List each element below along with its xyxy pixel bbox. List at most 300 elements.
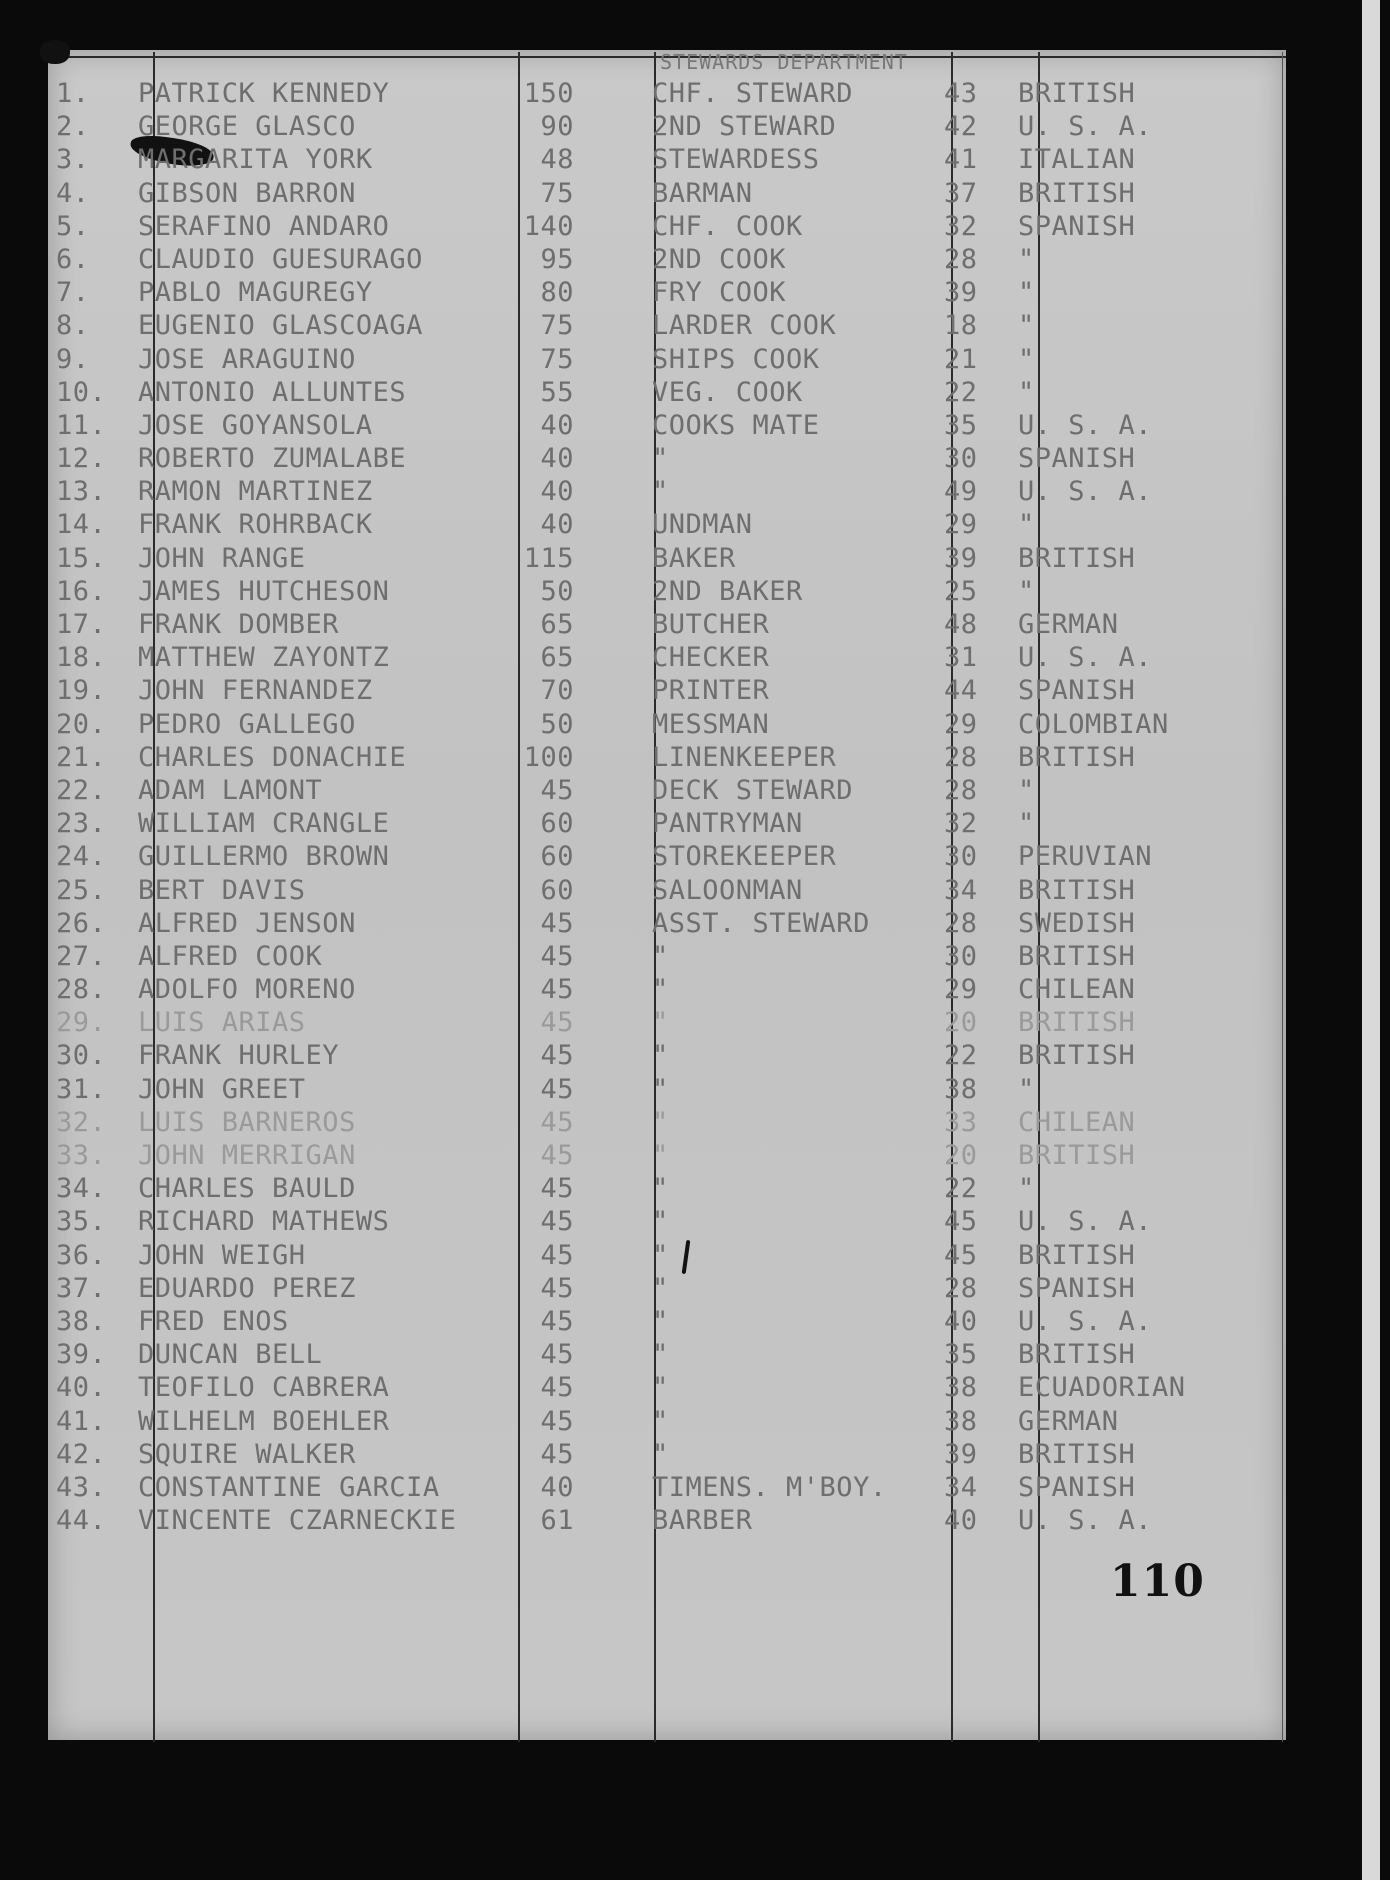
- table-row: [0, 1006, 1390, 1039]
- table-row: [0, 575, 1390, 608]
- row-number: 13.: [56, 476, 107, 508]
- crew-name: JOHN GREET: [138, 1073, 306, 1105]
- table-row: [0, 1239, 1390, 1272]
- page-number: 110: [1110, 1556, 1205, 1607]
- crew-wage: 40: [540, 409, 574, 441]
- row-number: 15.: [56, 542, 107, 574]
- crew-rating: ": [652, 1007, 669, 1039]
- crew-age: 34: [944, 1471, 978, 1503]
- crew-wage: 45: [540, 1073, 574, 1105]
- crew-wage: 48: [540, 144, 574, 176]
- crew-rating: ": [652, 1272, 669, 1304]
- crew-age: 28: [944, 907, 978, 939]
- crew-rating: ": [652, 974, 669, 1006]
- row-number: 24.: [56, 841, 107, 873]
- crew-rating: ": [652, 1073, 669, 1105]
- crew-name: MARGARITA YORK: [138, 144, 373, 176]
- crew-nationality: COLOMBIAN: [1018, 708, 1169, 740]
- crew-age: 41: [944, 144, 978, 176]
- crew-age: 49: [944, 476, 978, 508]
- crew-wage: 45: [540, 1405, 574, 1437]
- crew-wage: 95: [540, 243, 574, 275]
- crew-nationality: ITALIAN: [1018, 144, 1136, 176]
- crew-rating: CHF. COOK: [652, 210, 803, 242]
- table-row: [0, 840, 1390, 873]
- crew-age: 25: [944, 575, 978, 607]
- table-row: [0, 1338, 1390, 1371]
- table-row: [0, 674, 1390, 707]
- crew-nationality: U. S. A.: [1018, 1206, 1153, 1238]
- crew-nationality: ": [1018, 575, 1035, 607]
- crew-nationality: ": [1018, 808, 1035, 840]
- crew-age: 39: [944, 542, 978, 574]
- table-row: [0, 276, 1390, 309]
- crew-rating: ": [652, 1405, 669, 1437]
- row-number: 18.: [56, 642, 107, 674]
- crew-name: JOHN FERNANDEZ: [138, 675, 373, 707]
- table-row: [0, 1039, 1390, 1072]
- crew-nationality: BRITISH: [1018, 542, 1136, 574]
- crew-name: ALFRED JENSON: [138, 907, 356, 939]
- crew-name: SQUIRE WALKER: [138, 1438, 356, 1470]
- crew-age: 21: [944, 343, 978, 375]
- department-header: STEWARDS DEPARTMENT: [660, 50, 908, 72]
- crew-rating: ": [652, 1206, 669, 1238]
- row-number: 2.: [56, 111, 90, 143]
- row-number: 7.: [56, 277, 90, 309]
- crew-age: 29: [944, 974, 978, 1006]
- crew-nationality: PERUVIAN: [1018, 841, 1153, 873]
- crew-age: 38: [944, 1405, 978, 1437]
- table-row: [0, 110, 1390, 143]
- crew-age: 34: [944, 874, 978, 906]
- crew-rating: CHF. STEWARD: [652, 78, 854, 109]
- table-row: [0, 1371, 1390, 1404]
- crew-nationality: SPANISH: [1018, 443, 1136, 475]
- table-row: [0, 1073, 1390, 1106]
- crew-nationality: BRITISH: [1018, 177, 1136, 209]
- crew-rating: LARDER COOK: [652, 310, 837, 342]
- table-row: [0, 143, 1390, 176]
- crew-wage: 45: [540, 1173, 574, 1205]
- ink-blot-corner: [40, 40, 70, 64]
- crew-nationality: BRITISH: [1018, 741, 1136, 773]
- crew-name: JOSE GOYANSOLA: [138, 409, 373, 441]
- crew-rating: STOREKEEPER: [652, 841, 837, 873]
- table-row: [0, 1471, 1390, 1504]
- crew-rating: ": [652, 1040, 669, 1072]
- crew-name: JOHN MERRIGAN: [138, 1140, 356, 1171]
- crew-rating: 2ND BAKER: [652, 575, 803, 607]
- table-row: [0, 641, 1390, 674]
- crew-age: 29: [944, 509, 978, 541]
- crew-rating: ": [652, 940, 669, 972]
- crew-nationality: BRITISH: [1018, 1339, 1136, 1371]
- crew-name: FRANK DOMBER: [138, 609, 340, 640]
- crew-wage: 40: [540, 476, 574, 508]
- crew-wage: 61: [540, 1505, 574, 1537]
- crew-wage: 80: [540, 277, 574, 309]
- crew-wage: 45: [540, 1305, 574, 1337]
- crew-wage: 45: [540, 1140, 574, 1171]
- crew-wage: 50: [540, 708, 574, 740]
- crew-rating: ": [652, 1372, 669, 1404]
- crew-name: RAMON MARTINEZ: [138, 476, 373, 508]
- crew-nationality: U. S. A.: [1018, 111, 1153, 143]
- row-number: 35.: [56, 1206, 107, 1238]
- row-number: 29.: [56, 1007, 107, 1039]
- crew-age: 22: [944, 376, 978, 408]
- crew-wage: 45: [540, 1206, 574, 1238]
- crew-rating: ": [652, 1305, 669, 1337]
- table-row: [0, 1272, 1390, 1305]
- crew-rating: SALOONMAN: [652, 874, 803, 906]
- crew-name: RICHARD MATHEWS: [138, 1206, 390, 1238]
- crew-nationality: ": [1018, 310, 1035, 342]
- row-number: 42.: [56, 1438, 107, 1470]
- table-row: [0, 940, 1390, 973]
- crew-age: 31: [944, 642, 978, 674]
- row-number: 16.: [56, 575, 107, 607]
- crew-nationality: BRITISH: [1018, 1007, 1136, 1039]
- crew-name: MATTHEW ZAYONTZ: [138, 642, 390, 674]
- table-row: [0, 874, 1390, 907]
- crew-wage: 60: [540, 874, 574, 906]
- crew-wage: 100: [523, 741, 574, 773]
- crew-age: 28: [944, 774, 978, 806]
- table-row: [0, 475, 1390, 508]
- crew-nationality: U. S. A.: [1018, 1505, 1153, 1537]
- crew-name: FRANK HURLEY: [138, 1040, 340, 1072]
- crew-rating: CHECKER: [652, 642, 770, 674]
- crew-rating: ": [652, 443, 669, 475]
- row-number: 6.: [56, 243, 90, 275]
- table-row: [0, 177, 1390, 210]
- crew-wage: 70: [540, 675, 574, 707]
- row-number: 41.: [56, 1405, 107, 1437]
- crew-age: 22: [944, 1040, 978, 1072]
- crew-age: 32: [944, 210, 978, 242]
- crew-wage: 45: [540, 1372, 574, 1404]
- crew-wage: 45: [540, 940, 574, 972]
- crew-name: EDUARDO PEREZ: [138, 1272, 356, 1304]
- row-number: 21.: [56, 741, 107, 773]
- crew-age: 38: [944, 1073, 978, 1105]
- row-number: 3.: [56, 144, 90, 176]
- crew-name: PATRICK KENNEDY: [138, 78, 390, 109]
- crew-rating: ": [652, 476, 669, 508]
- crew-age: 29: [944, 708, 978, 740]
- crew-age: 20: [944, 1007, 978, 1039]
- crew-wage: 65: [540, 609, 574, 640]
- crew-name: ADAM LAMONT: [138, 774, 323, 806]
- crew-age: 45: [944, 1239, 978, 1271]
- table-row: [0, 1305, 1390, 1338]
- row-number: 33.: [56, 1140, 107, 1171]
- row-number: 32.: [56, 1106, 107, 1138]
- crew-name: CHARLES BAULD: [138, 1173, 356, 1205]
- crew-age: 44: [944, 675, 978, 707]
- crew-name: ALFRED COOK: [138, 940, 323, 972]
- table-row: [0, 309, 1390, 342]
- crew-nationality: GERMAN: [1018, 1405, 1119, 1437]
- crew-nationality: GERMAN: [1018, 609, 1119, 640]
- crew-age: 38: [944, 1372, 978, 1404]
- crew-wage: 60: [540, 841, 574, 873]
- table-row: [0, 210, 1390, 243]
- crew-name: TEOFILO CABRERA: [138, 1372, 390, 1404]
- table-row: [0, 1172, 1390, 1205]
- row-number: 31.: [56, 1073, 107, 1105]
- row-number: 22.: [56, 774, 107, 806]
- crew-wage: 150: [523, 78, 574, 109]
- crew-wage: 45: [540, 974, 574, 1006]
- crew-nationality: ": [1018, 277, 1035, 309]
- crew-age: 39: [944, 277, 978, 309]
- crew-rating: BUTCHER: [652, 609, 770, 640]
- crew-nationality: BRITISH: [1018, 78, 1136, 109]
- table-row: [0, 508, 1390, 541]
- crew-nationality: CHILEAN: [1018, 974, 1136, 1006]
- crew-wage: 45: [540, 1339, 574, 1371]
- crew-wage: 45: [540, 907, 574, 939]
- row-number: 1.: [56, 78, 90, 109]
- row-number: 26.: [56, 907, 107, 939]
- crew-rating: FRY COOK: [652, 277, 787, 309]
- crew-wage: 45: [540, 774, 574, 806]
- crew-nationality: SWEDISH: [1018, 907, 1136, 939]
- table-row: [0, 1405, 1390, 1438]
- row-number: 39.: [56, 1339, 107, 1371]
- row-number: 30.: [56, 1040, 107, 1072]
- crew-age: 22: [944, 1173, 978, 1205]
- crew-nationality: BRITISH: [1018, 940, 1136, 972]
- crew-nationality: U. S. A.: [1018, 409, 1153, 441]
- crew-name: CHARLES DONACHIE: [138, 741, 407, 773]
- table-row: [0, 741, 1390, 774]
- crew-wage: 90: [540, 111, 574, 143]
- crew-rating: PANTRYMAN: [652, 808, 803, 840]
- crew-name: LUIS BARNEROS: [138, 1106, 356, 1138]
- table-row: [0, 1438, 1390, 1471]
- crew-nationality: BRITISH: [1018, 1040, 1136, 1072]
- crew-nationality: ": [1018, 343, 1035, 375]
- crew-nationality: SPANISH: [1018, 210, 1136, 242]
- crew-name: ADOLFO MORENO: [138, 974, 356, 1006]
- crew-age: 28: [944, 243, 978, 275]
- crew-nationality: SPANISH: [1018, 675, 1136, 707]
- crew-wage: 65: [540, 642, 574, 674]
- crew-wage: 40: [540, 443, 574, 475]
- crew-nationality: ": [1018, 509, 1035, 541]
- row-number: 4.: [56, 177, 90, 209]
- crew-rating: ": [652, 1173, 669, 1205]
- crew-name: PEDRO GALLEGO: [138, 708, 356, 740]
- crew-nationality: BRITISH: [1018, 1140, 1136, 1171]
- crew-wage: 45: [540, 1040, 574, 1072]
- crew-nationality: ": [1018, 243, 1035, 275]
- crew-age: 35: [944, 1339, 978, 1371]
- table-row: [0, 774, 1390, 807]
- table-row: [0, 807, 1390, 840]
- crew-nationality: U. S. A.: [1018, 476, 1153, 508]
- table-row: [0, 1139, 1390, 1172]
- crew-nationality: SPANISH: [1018, 1272, 1136, 1304]
- crew-nationality: BRITISH: [1018, 874, 1136, 906]
- crew-rating: STEWARDESS: [652, 144, 820, 176]
- row-number: 38.: [56, 1305, 107, 1337]
- crew-rating: DECK STEWARD: [652, 774, 854, 806]
- crew-nationality: SPANISH: [1018, 1471, 1136, 1503]
- crew-nationality: ECUADORIAN: [1018, 1372, 1186, 1404]
- crew-wage: 50: [540, 575, 574, 607]
- table-row: [0, 973, 1390, 1006]
- crew-rating: VEG. COOK: [652, 376, 803, 408]
- crew-nationality: BRITISH: [1018, 1438, 1136, 1470]
- row-number: 28.: [56, 974, 107, 1006]
- crew-rating: SHIPS COOK: [652, 343, 820, 375]
- crew-name: JAMES HUTCHESON: [138, 575, 390, 607]
- crew-wage: 45: [540, 1438, 574, 1470]
- crew-wage: 140: [523, 210, 574, 242]
- crew-name: LUIS ARIAS: [138, 1007, 306, 1039]
- crew-wage: 45: [540, 1272, 574, 1304]
- row-number: 34.: [56, 1173, 107, 1205]
- row-number: 17.: [56, 609, 107, 640]
- crew-age: 40: [944, 1305, 978, 1337]
- crew-age: 37: [944, 177, 978, 209]
- table-row: [0, 1205, 1390, 1238]
- crew-list: [0, 77, 1390, 1537]
- crew-name: WILLIAM CRANGLE: [138, 808, 390, 840]
- table-row: [0, 376, 1390, 409]
- crew-name: CONSTANTINE GARCIA: [138, 1471, 440, 1503]
- crew-name: ANTONIO ALLUNTES: [138, 376, 407, 408]
- row-number: 10.: [56, 376, 107, 408]
- crew-nationality: ": [1018, 774, 1035, 806]
- crew-nationality: BRITISH: [1018, 1239, 1136, 1271]
- crew-age: 40: [944, 1505, 978, 1537]
- crew-rating: 2ND COOK: [652, 243, 787, 275]
- crew-name: FRANK ROHRBACK: [138, 509, 373, 541]
- crew-age: 35: [944, 409, 978, 441]
- crew-wage: 45: [540, 1106, 574, 1138]
- row-number: 20.: [56, 708, 107, 740]
- crew-name: GIBSON BARRON: [138, 177, 356, 209]
- crew-name: JOHN RANGE: [138, 542, 306, 574]
- crew-nationality: U. S. A.: [1018, 642, 1153, 674]
- crew-nationality: ": [1018, 1173, 1035, 1205]
- table-row: [0, 1504, 1390, 1537]
- table-row: [0, 77, 1390, 110]
- crew-wage: 60: [540, 808, 574, 840]
- crew-age: 30: [944, 841, 978, 873]
- crew-name: GEORGE GLASCO: [138, 111, 356, 143]
- table-row: [0, 608, 1390, 641]
- crew-wage: 115: [523, 542, 574, 574]
- row-number: 44.: [56, 1505, 107, 1537]
- crew-rating: ": [652, 1106, 669, 1138]
- crew-rating: COOKS MATE: [652, 409, 820, 441]
- crew-name: JOHN WEIGH: [138, 1239, 306, 1271]
- crew-name: BERT DAVIS: [138, 874, 306, 906]
- crew-nationality: CHILEAN: [1018, 1106, 1136, 1138]
- crew-age: 48: [944, 609, 978, 640]
- crew-wage: 75: [540, 343, 574, 375]
- crew-rating: LINENKEEPER: [652, 741, 837, 773]
- crew-rating: ": [652, 1140, 669, 1171]
- row-number: 43.: [56, 1471, 107, 1503]
- table-row: [0, 907, 1390, 940]
- row-number: 27.: [56, 940, 107, 972]
- crew-age: 30: [944, 443, 978, 475]
- crew-rating: 2ND STEWARD: [652, 111, 837, 143]
- row-number: 9.: [56, 343, 90, 375]
- row-number: 14.: [56, 509, 107, 541]
- crew-age: 45: [944, 1206, 978, 1238]
- crew-rating: ": [652, 1438, 669, 1470]
- row-number: 11.: [56, 409, 107, 441]
- crew-age: 18: [944, 310, 978, 342]
- crew-name: GUILLERMO BROWN: [138, 841, 390, 873]
- row-number: 36.: [56, 1239, 107, 1271]
- crew-name: JOSE ARAGUINO: [138, 343, 356, 375]
- crew-name: DUNCAN BELL: [138, 1339, 323, 1371]
- crew-rating: PRINTER: [652, 675, 770, 707]
- row-number: 23.: [56, 808, 107, 840]
- crew-rating: BAKER: [652, 542, 736, 574]
- table-row: [0, 243, 1390, 276]
- row-number: 40.: [56, 1372, 107, 1404]
- crew-age: 43: [944, 78, 978, 109]
- crew-wage: 40: [540, 509, 574, 541]
- crew-age: 20: [944, 1140, 978, 1171]
- row-number: 8.: [56, 310, 90, 342]
- row-number: 19.: [56, 675, 107, 707]
- crew-name: SERAFINO ANDARO: [138, 210, 390, 242]
- crew-wage: 40: [540, 1471, 574, 1503]
- crew-age: 30: [944, 940, 978, 972]
- crew-nationality: ": [1018, 376, 1035, 408]
- crew-age: 39: [944, 1438, 978, 1470]
- row-number: 37.: [56, 1272, 107, 1304]
- crew-name: PABLO MAGUREGY: [138, 277, 373, 309]
- crew-name: ROBERTO ZUMALABE: [138, 443, 407, 475]
- table-row: [0, 409, 1390, 442]
- crew-name: WILHELM BOEHLER: [138, 1405, 390, 1437]
- row-number: 25.: [56, 874, 107, 906]
- crew-rating: ASST. STEWARD: [652, 907, 870, 939]
- crew-rating: BARBER: [652, 1505, 753, 1537]
- crew-wage: 45: [540, 1007, 574, 1039]
- crew-wage: 75: [540, 177, 574, 209]
- row-number: 5.: [56, 210, 90, 242]
- row-number: 12.: [56, 443, 107, 475]
- crew-name: CLAUDIO GUESURAGO: [138, 243, 423, 275]
- crew-name: VINCENTE CZARNECKIE: [138, 1505, 457, 1537]
- crew-rating: ": [652, 1339, 669, 1371]
- crew-age: 33: [944, 1106, 978, 1138]
- crew-rating: TIMENS. M'BOY.: [652, 1471, 887, 1503]
- crew-rating: BARMAN: [652, 177, 753, 209]
- crew-name: EUGENIO GLASCOAGA: [138, 310, 423, 342]
- table-row: [0, 708, 1390, 741]
- crew-age: 42: [944, 111, 978, 143]
- crew-wage: 55: [540, 376, 574, 408]
- crew-age: 28: [944, 741, 978, 773]
- crew-nationality: U. S. A.: [1018, 1305, 1153, 1337]
- crew-wage: 75: [540, 310, 574, 342]
